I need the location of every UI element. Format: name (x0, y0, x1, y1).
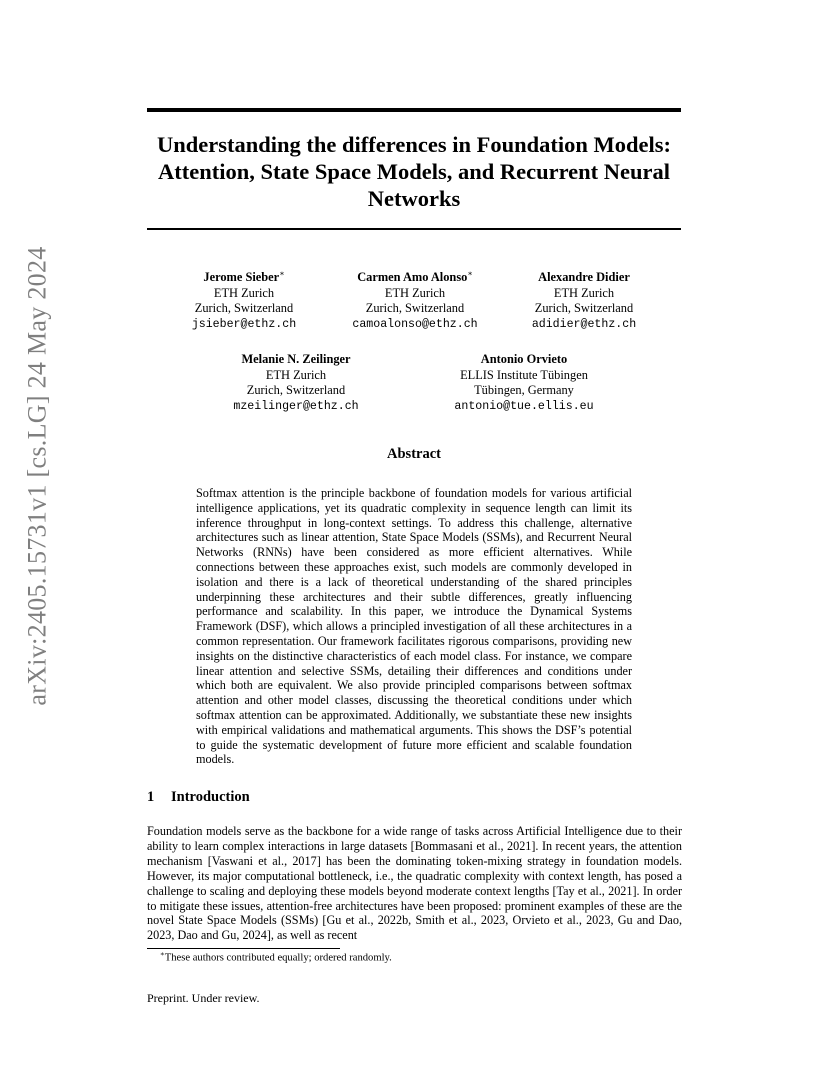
author-block (325, 266, 505, 332)
section-title: Introduction (171, 789, 250, 805)
author-block (206, 348, 386, 414)
author-location: Zurich, Switzerland (194, 301, 294, 316)
footnote (160, 950, 392, 964)
author-email[interactable]: mzeilinger@ethz.ch (233, 399, 359, 413)
title-bottom-rule (147, 228, 681, 230)
author-email[interactable]: jsieber@ethz.ch (191, 317, 297, 331)
author-affiliation: ETH Zurich (265, 367, 327, 382)
author-location: Zurich, Switzerland (246, 383, 346, 398)
intro-paragraph: Foundation models serve as the backbone for a wide range of tasks across Artificial Intelligence due to their ability to learn complex interactions in large datasets [Bommasani et al., 2021]. In recent years, the attention mechanism [Vaswani et al., 2017] has been the dominating token-mixing strategy in foundation models. However, its major computational bottleneck, i.e., the quadratic complexity with context length, has posed a challenge to scaling and deploying these models beyond moderate context lengths [Tay et al., 2021]. In order to mitigate these issues, attention-free architectures have been proposed: prominent examples of these are the novel State Space Models (SSMs) [Gu et al., 2022b, Smith et al., 2023, Orvieto et al., 2023, Gu and Dao, 2023, Dao and Gu, 2024], as well as recent (147, 824, 682, 943)
author-affiliation: ETH Zurich (553, 285, 615, 300)
title-top-rule (147, 108, 681, 112)
abstract-heading: Abstract (387, 446, 441, 462)
author-name: Jerome Sieber∗ (203, 269, 285, 285)
arxiv-stamp-text: arXiv:2405.15731v1 [cs.LG] 24 May 2024 (23, 246, 52, 706)
author-block (494, 266, 674, 332)
paper-title: Understanding the differences in Foundation Models: Attention, State Space Models, and Recurrent Neural Networks (157, 132, 671, 211)
abstract-text: Softmax attention is the principle backbone of foundation models for various artificial intelligence applications, yet its quadratic complexity in sequence length can limit its inference throughput in long-context settings. To address this challenge, alternative architectures such as linear attention, State Space Models (SSMs), and Recurrent Neural Networks (RNNs) have been considered as more efficient alternatives. While connections between these approaches exist, such models are commonly developed in isolation and there is a lack of theoretical understanding of the shared principles underpinning these architectures and their subtle differences, greatly influencing performance and scalability. In this paper, we introduce the Dynamical Systems Framework (DSF), which allows a principled investigation of all these architectures in a common representation. Our framework facilitates rigorous comparisons, providing new insights on the distinctive characteristics of each model class. For instance, we compare linear attention and selective SSMs, detailing their differences and conditions under which both are equivalent. We also provide principled comparisons between softmax attention and other model classes, discussing the theoretical conditions under which softmax attention can be approximated. Additionally, we substantiate these new insights with empirical validations and mathematical arguments. This shows the DSF’s potential to guide the systematic development of future more efficient and scalable foundation models. (196, 486, 632, 767)
section-heading (147, 789, 250, 806)
footer-preprint: Preprint. Under review. (147, 991, 260, 1005)
footnote-mark: ∗ (160, 950, 165, 958)
author-location: Tübingen, Germany (474, 383, 574, 398)
section-number: 1 (147, 789, 155, 805)
author-affiliation: ETH Zurich (213, 285, 275, 300)
author-location: Zurich, Switzerland (365, 301, 465, 316)
author-email[interactable]: camoalonso@ethz.ch (352, 317, 478, 331)
author-email[interactable]: antonio@tue.ellis.eu (454, 399, 594, 413)
author-name: Carmen Amo Alonso∗ (357, 269, 473, 285)
author-block (434, 348, 614, 414)
author-location: Zurich, Switzerland (534, 301, 634, 316)
footnote-rule (147, 948, 340, 949)
author-name: Melanie N. Zeilinger (241, 352, 351, 367)
arxiv-stamp (16, 246, 60, 706)
footnote-text: These authors contributed equally; ordered randomly. (164, 952, 392, 964)
author-affiliation: ELLIS Institute Tübingen (460, 367, 588, 382)
author-name: Antonio Orvieto (480, 352, 568, 367)
author-block (154, 266, 334, 332)
author-name: Alexandre Didier (538, 270, 630, 285)
author-affiliation: ETH Zurich (384, 285, 446, 300)
author-email[interactable]: adidier@ethz.ch (531, 317, 637, 331)
